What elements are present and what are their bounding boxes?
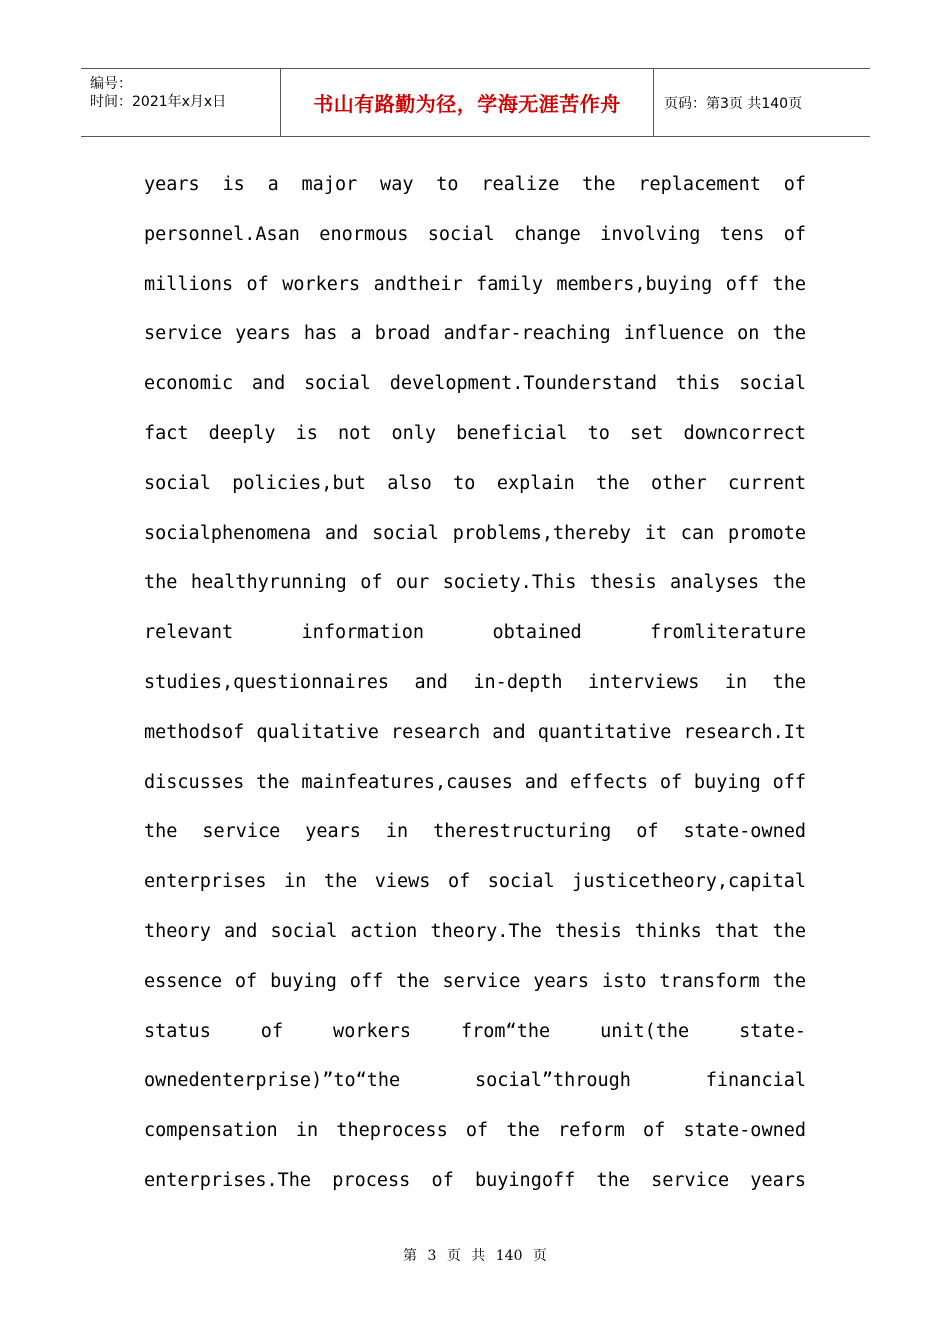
body-line: personnel.Asan enormous social change involving tens of xyxy=(144,223,806,245)
header-page-cell xyxy=(654,69,870,136)
header-page-info: 页码：第3页 共140页 xyxy=(664,95,803,112)
body-line: theory and social action theory.The thesis thinks that the xyxy=(144,920,806,942)
body-line: social policies,but also to explain the other current xyxy=(144,472,806,494)
page-footer: 第 3 页 共 140 页 xyxy=(403,1248,547,1264)
body-line: the service years in therestructuring of state-owned xyxy=(144,821,806,843)
body-line: essence of buying off the service years isto transform the xyxy=(144,970,806,992)
body-line: status of workers from“the unit(the state- xyxy=(144,1020,806,1042)
body-line: methodsof qualitative research and quantitative research.It xyxy=(144,721,806,743)
body-line: studies,questionnaires and in-depth interviews in the xyxy=(144,671,806,693)
body-line: enterprises in the views of social justicetheory,capital xyxy=(144,871,806,893)
header-motto: 书山有路勤为径，学海无涯苦作舟 xyxy=(313,92,621,116)
doc-number-label: 编号： xyxy=(90,76,132,92)
body-text xyxy=(144,160,806,1206)
body-line: ownedenterprise)”to“the social”through financial xyxy=(144,1070,806,1092)
body-line: relevant information obtained fromliterature xyxy=(144,622,806,644)
body-line: years is a major way to realize the replacement of xyxy=(144,174,806,195)
doc-date-label: 时间：2021年x月x日 xyxy=(90,94,227,110)
body-line: fact deeply is not only beneficial to set downcorrect xyxy=(144,422,806,444)
body-line: enterprises.The process of buyingoff the service years xyxy=(144,1169,806,1191)
header-motto-cell xyxy=(281,69,654,136)
body-line: service years has a broad andfar-reaching influence on the xyxy=(144,323,806,345)
body-line: millions of workers andtheir family members,buying off the xyxy=(144,273,806,295)
body-line: economic and social development.Tounderstand this social xyxy=(144,373,806,395)
header-meta xyxy=(81,69,281,136)
body-line: the healthyrunning of our society.This thesis analyses the xyxy=(144,572,806,594)
body-line: compensation in theprocess of the reform of state-owned xyxy=(144,1120,806,1142)
body-line: discusses the mainfeatures,causes and effects of buying off xyxy=(144,771,806,793)
page-header xyxy=(81,68,870,137)
body-line: socialphenomena and social problems,thereby it can promote xyxy=(144,522,806,544)
